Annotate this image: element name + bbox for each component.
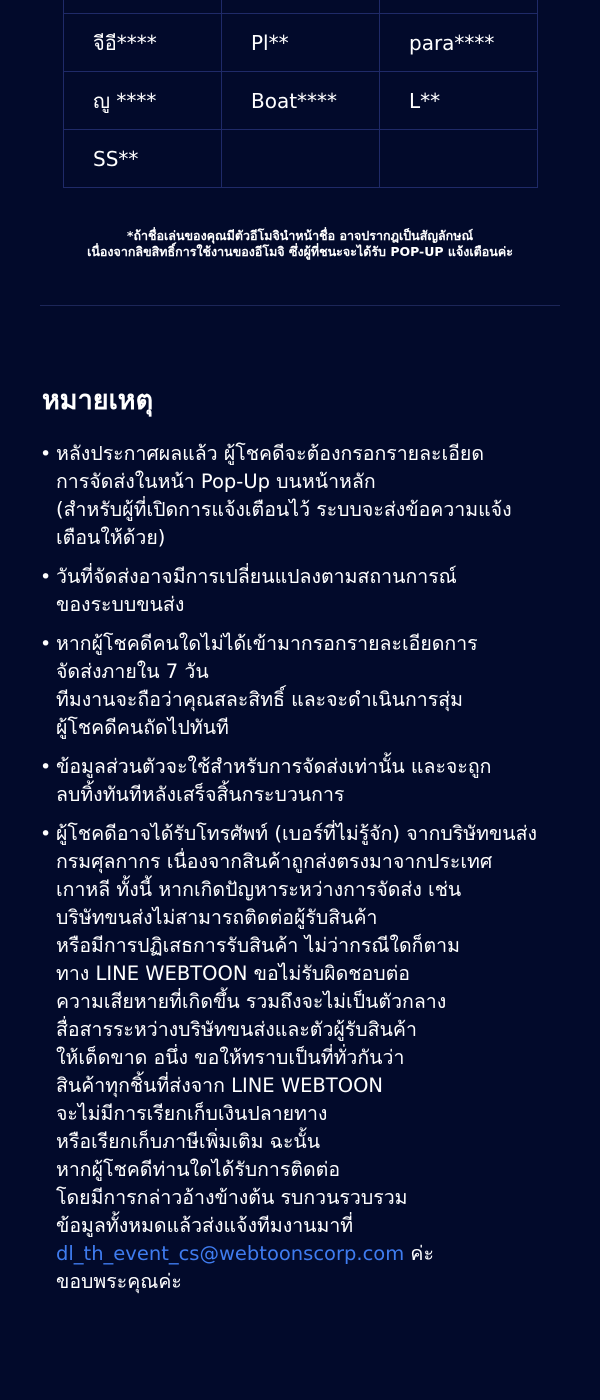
note-line: กรมศุลกากร เนื่องจากสินค้าถูกส่งตรงมาจากประเทศ [56, 850, 493, 873]
note-item [40, 440, 565, 552]
email-line [56, 1240, 565, 1268]
note-line: สื่อสารระหว่างบริษัทขนส่งและตัวผู้รับสินค้า [56, 1018, 417, 1041]
winner-cell: Pl** [222, 14, 380, 72]
winners-table [63, 0, 538, 188]
note-line: ให้เด็ดขาด อนึ่ง ขอให้ทราบเป็นที่ทั่วกันว่า [56, 1046, 405, 1069]
bullet-dot-icon: • [40, 443, 52, 465]
winner-cell: จีอี**** [64, 14, 222, 72]
winner-cell [222, 0, 380, 14]
table-row [64, 14, 538, 72]
note-line: ผู้โชคดีอาจได้รับโทรศัพท์ (เบอร์ที่ไม่รู้จัก) จากบริษัทขนส่ง [56, 822, 538, 845]
note-closing: ขอบพระคุณค่ะ [56, 1270, 182, 1293]
note-line: โดยมีการกล่าวอ้างข้างต้น รบกวนรวบรวม [56, 1186, 408, 1209]
bullet-dot-icon: • [40, 633, 52, 655]
winner-cell [380, 0, 538, 14]
note-line: เกาหลี ทั้งนี้ หากเกิดปัญหาระหว่างการจัดส่ง เช่น [56, 878, 462, 901]
footnote-line: *ถ้าชื่อเล่นของคุณมีตัวอีโมจินำหน้าชื่อ อาจปรากฎเป็นสัญลักษณ์ [126, 228, 474, 243]
note-line: การจัดส่งในหน้า Pop-Up บนหน้าหลัก [56, 470, 376, 493]
winner-cell [380, 130, 538, 188]
bullet-dot-icon: • [40, 756, 52, 778]
note-line: หรือมีการปฏิเสธการรับสินค้า ไม่ว่ากรณีใดก็ตาม [56, 934, 460, 957]
note-line: หากผู้โชคดีคนใดไม่ได้เข้ามากรอกรายละเอียดการ [56, 632, 478, 655]
winner-cell: para**** [380, 14, 538, 72]
note-line: ลบทิ้งทันทีหลังเสร็จสิ้นกระบวนการ [56, 783, 345, 806]
table-row [64, 0, 538, 14]
note-line: ผู้โชคดีคนถัดไปทันที [56, 716, 229, 739]
winner-cell: SS** [64, 130, 222, 188]
winner-cell: ญู **** [64, 72, 222, 130]
note-line: (สำหรับผู้ที่เปิดการแจ้งเตือนไว้ ระบบจะส่งข้อความแจ้ง [56, 498, 512, 521]
note-line: หรือเรียกเก็บภาษีเพิ่มเติม ฉะนั้น [56, 1130, 321, 1153]
winner-cell [222, 130, 380, 188]
emoji-footnote [0, 228, 600, 260]
note-line: ข้อมูลส่วนตัวจะใช้สำหรับการจัดส่งเท่านั้น และจะถูก [56, 755, 492, 778]
note-line: ของระบบขนส่ง [56, 593, 185, 616]
table-row [64, 130, 538, 188]
support-email-link[interactable]: dl_th_event_cs@webtoonscorp.com [56, 1242, 405, 1265]
note-line: บริษัทขนส่งไม่สามารถติดต่อผู้รับสินค้า [56, 906, 378, 929]
email-suffix: ค่ะ [404, 1242, 434, 1265]
bullet-dot-icon: • [40, 566, 52, 588]
note-line: ทาง LINE WEBTOON ขอไม่รับผิดชอบต่อ [56, 962, 410, 985]
note-line: หากผู้โชคดีท่านใดได้รับการติดต่อ [56, 1158, 341, 1181]
note-line: ความเสียหายที่เกิดขึ้น รวมถึงจะไม่เป็นตัวกลาง [56, 990, 447, 1013]
notes-list [40, 440, 565, 1307]
note-line: เตือนให้ด้วย) [56, 526, 166, 549]
winner-cell [64, 0, 222, 14]
note-line: วันที่จัดส่งอาจมีการเปลี่ยนแปลงตามสถานการณ์ [56, 565, 457, 588]
winner-cell: Boat**** [222, 72, 380, 130]
note-line: หลังประกาศผลแล้ว ผู้โชคดีจะต้องกรอกรายละเอียด [56, 442, 485, 465]
note-line: จัดส่งภายใน 7 วัน [56, 660, 209, 683]
note-line: จะไม่มีการเรียกเก็บเงินปลายทาง [56, 1102, 328, 1125]
table-row [64, 72, 538, 130]
bullet-dot-icon: • [40, 823, 52, 845]
section-divider [40, 305, 560, 306]
note-item [40, 753, 565, 809]
note-item [40, 563, 565, 619]
note-line: ทีมงานจะถือว่าคุณสละสิทธิ์ และจะดำเนินการสุ่ม [56, 688, 463, 711]
note-item [40, 630, 565, 742]
notes-title: หมายเหตุ [42, 385, 154, 416]
note-line: ข้อมูลทั้งหมดแล้วส่งแจ้งทีมงานมาที่ [56, 1214, 354, 1237]
winner-cell: L** [380, 72, 538, 130]
note-item [40, 820, 565, 1296]
note-line: สินค้าทุกชิ้นที่ส่งจาก LINE WEBTOON [56, 1074, 384, 1097]
footnote-line: เนื่องจากลิขสิทธิ์การใช้งานของอีโมจิ ซึ่งผู้ที่ชนะจะได้รับ POP-UP แจ้งเตือนค่ะ [87, 244, 513, 259]
